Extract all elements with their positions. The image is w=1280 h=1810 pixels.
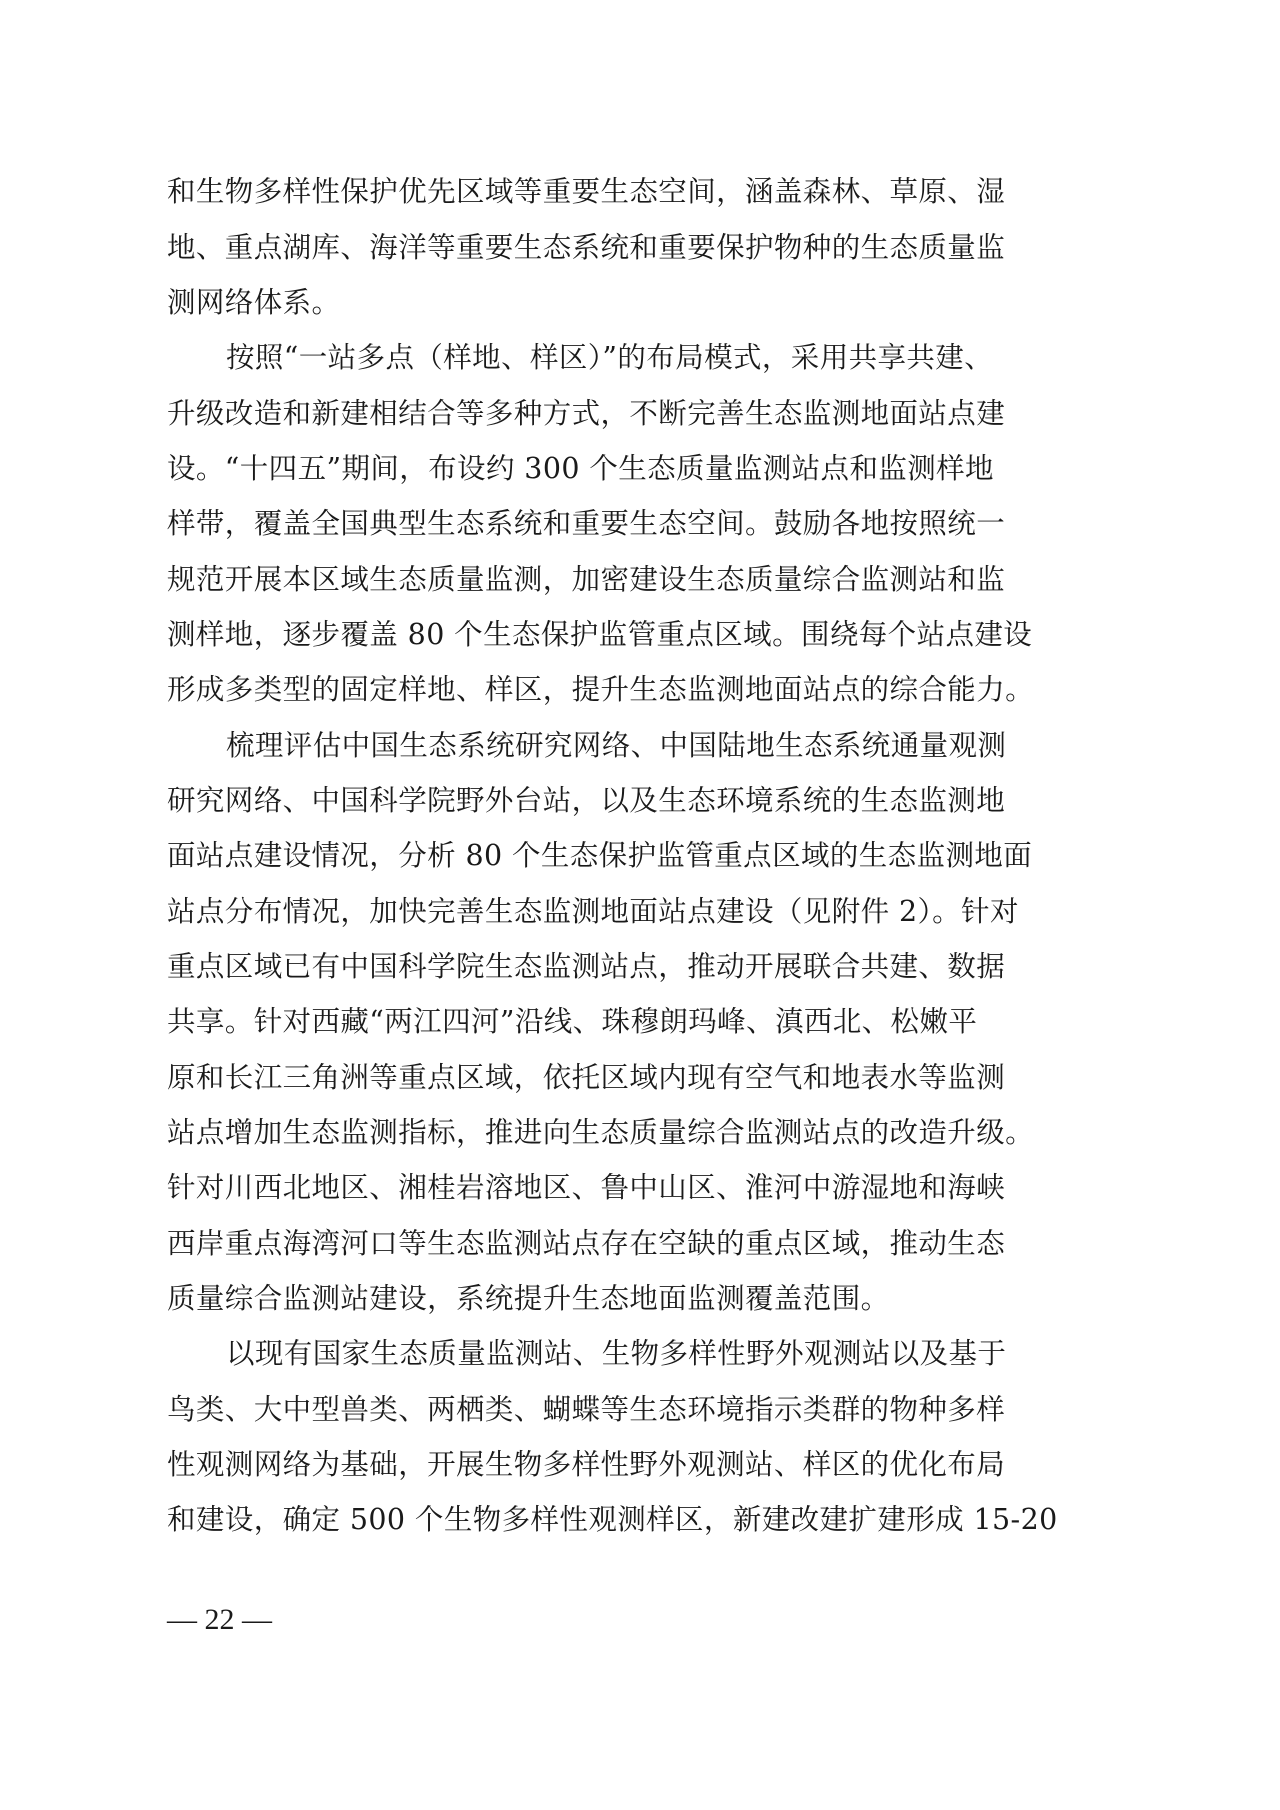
text-line: 质量综合监测站建设，系统提升生态地面监测覆盖范围。 bbox=[167, 1282, 890, 1315]
paragraph-start-line: 梳理评估中国生态系统研究网络、中国陆地生态系统通量观测 bbox=[226, 729, 1007, 762]
text-line: 研究网络、中国科学院野外台站，以及生态环境系统的生态监测地 bbox=[167, 784, 1006, 817]
text-line: 针对川西北地区、湘桂岩溶地区、鲁中山区、淮河中游湿地和海峡 bbox=[167, 1171, 1006, 1204]
paragraph-start-line: 以现有国家生态质量监测站、生物多样性野外观测站以及基于 bbox=[226, 1337, 1007, 1370]
text-line: 站点增加生态监测指标，推进向生态质量综合监测站点的改造升级。 bbox=[167, 1116, 1035, 1149]
text-line: 面站点建设情况，分析 80 个生态保护监管重点区域的生态监测地面 bbox=[167, 839, 1033, 872]
text-line: 共享。针对西藏“两江四河”沿线、珠穆朗玛峰、滇西北、松嫩平 bbox=[167, 1005, 978, 1038]
text-line: 站点分布情况，加快完善生态监测地面站点建设（见附件 2）。针对 bbox=[167, 895, 1019, 928]
text-line: 测样地，逐步覆盖 80 个生态保护监管重点区域。围绕每个站点建设 bbox=[167, 618, 1033, 651]
text-line: 性观测网络为基础，开展生物多样性野外观测站、样区的优化布局 bbox=[167, 1448, 1006, 1481]
text-line: 西岸重点海湾河口等生态监测站点存在空缺的重点区域，推动生态 bbox=[167, 1227, 1006, 1260]
text-line: 重点区域已有中国科学院生态监测站点，推动开展联合共建、数据 bbox=[167, 950, 1006, 983]
page-number: — 22 — bbox=[167, 1603, 272, 1636]
text-line: 形成多类型的固定样地、样区，提升生态监测地面站点的综合能力。 bbox=[167, 673, 1035, 706]
text-line: 地、重点湖库、海洋等重要生态系统和重要保护物种的生态质量监 bbox=[167, 231, 1006, 264]
text-line: 规范开展本区域生态质量监测，加密建设生态质量综合监测站和监 bbox=[167, 563, 1006, 596]
text-line: 和生物多样性保护优先区域等重要生态空间，涵盖森林、草原、湿 bbox=[167, 175, 1006, 208]
text-line: 升级改造和新建相结合等多种方式，不断完善生态监测地面站点建 bbox=[167, 397, 1006, 430]
text-line: 鸟类、大中型兽类、两栖类、蝴蝶等生态环境指示类群的物种多样 bbox=[167, 1393, 1006, 1426]
text-line: 原和长江三角洲等重点区域，依托区域内现有空气和地表水等监测 bbox=[167, 1061, 1006, 1094]
text-line: 样带，覆盖全国典型生态系统和重要生态空间。鼓励各地按照统一 bbox=[167, 507, 1006, 540]
text-line: 和建设，确定 500 个生物多样性观测样区，新建改建扩建形成 15-20 bbox=[167, 1503, 1058, 1536]
text-line: 设。“十四五”期间，布设约 300 个生态质量监测站点和监测样地 bbox=[167, 452, 994, 485]
paragraph-start-line: 按照“一站多点（样地、样区）”的布局模式，采用共享共建、 bbox=[226, 341, 994, 374]
text-line: 测网络体系。 bbox=[167, 286, 341, 319]
